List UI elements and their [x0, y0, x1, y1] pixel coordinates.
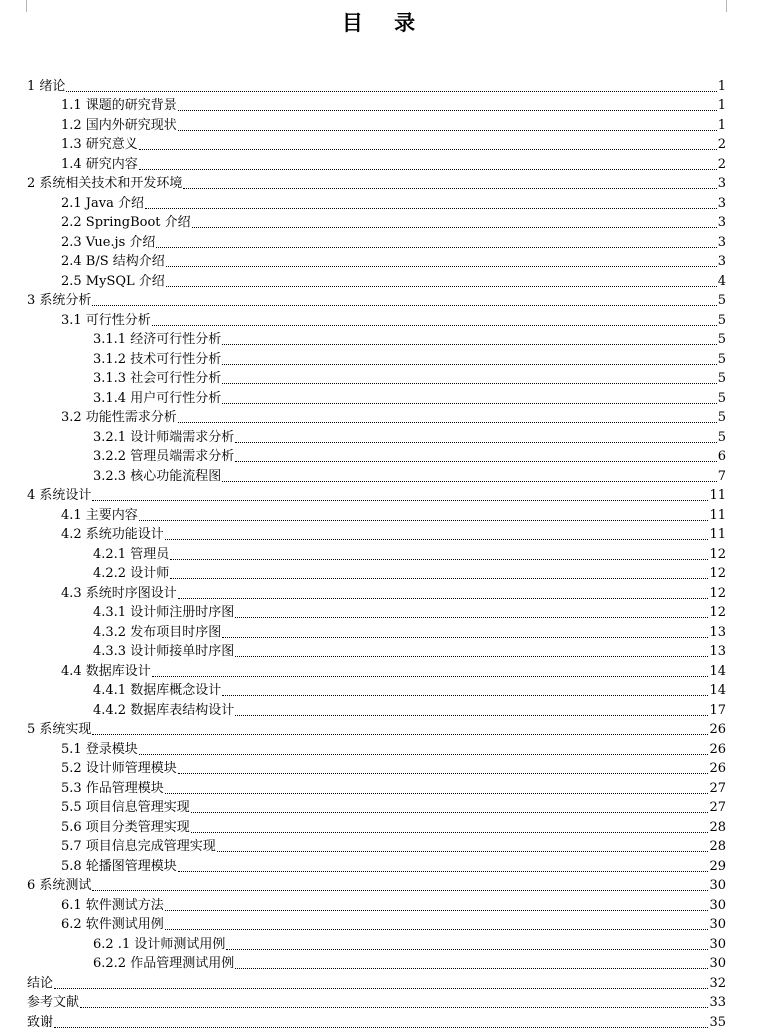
toc-entry[interactable] [0, 641, 757, 661]
toc-entry-page: 11 [709, 527, 726, 542]
dot-leader [222, 695, 708, 696]
dot-leader [183, 188, 716, 189]
toc-entry-label: 5 系统实现 [27, 722, 92, 737]
toc-entry[interactable] [0, 95, 757, 115]
dot-leader [92, 890, 708, 891]
toc-entry-label: 4.3.2 发布项目时序图 [93, 624, 222, 640]
toc-entry[interactable] [0, 75, 757, 95]
toc-entry[interactable] [0, 699, 757, 719]
toc-entry[interactable] [0, 231, 757, 251]
toc-entry-label: 4.3 系统时序图设计 [61, 585, 177, 601]
toc-entry-label: 致谢 [27, 1014, 54, 1030]
toc-entry-label: 4.2.2 设计师 [93, 566, 170, 581]
toc-entry[interactable] [0, 524, 757, 544]
dot-leader [165, 910, 709, 911]
dot-leader [178, 422, 717, 423]
dot-leader [54, 1027, 708, 1028]
dot-leader [222, 481, 717, 482]
toc-entry-label: 6.2.2 作品管理测试用例 [93, 956, 235, 971]
toc-entry[interactable] [0, 348, 757, 368]
toc-entry-page: 5 [717, 429, 726, 445]
toc-entry-page: 30 [709, 956, 726, 971]
toc-entry-page: 33 [709, 995, 726, 1010]
toc-entry-page: 5 [717, 332, 726, 347]
dot-leader [192, 227, 717, 228]
toc-title: 目 录 [341, 11, 428, 35]
toc-entry[interactable] [0, 933, 757, 953]
toc-entry-label: 2 系统相关技术和开发环境 [27, 176, 183, 191]
toc-entry-page: 1 [717, 98, 726, 113]
dot-leader [139, 520, 709, 521]
toc-entry-page: 4 [717, 273, 726, 289]
toc-entry-label: 3.2.3 核心功能流程图 [93, 468, 222, 484]
toc-entry-page: 30 [709, 878, 726, 893]
toc-entry[interactable] [0, 914, 757, 934]
toc-entry-label: 3.2.2 管理员端需求分析 [93, 449, 235, 464]
toc-entry-page: 13 [709, 644, 726, 659]
toc-entry[interactable] [0, 563, 757, 583]
dot-leader [92, 734, 708, 735]
dot-leader [165, 539, 709, 540]
toc-entry-page: 14 [709, 663, 726, 679]
toc-entry-page: 28 [709, 819, 726, 835]
dot-leader [222, 364, 717, 365]
toc-entry-label: 参考文献 [27, 995, 80, 1010]
toc-entry[interactable] [0, 680, 757, 700]
toc-entry-page: 5 [717, 371, 726, 386]
dot-leader [217, 851, 709, 852]
toc-entry-label: 4 系统设计 [27, 488, 92, 503]
dot-leader [92, 500, 708, 501]
dot-leader [222, 637, 708, 638]
toc-entry-page: 26 [709, 741, 726, 757]
dot-leader [222, 403, 717, 404]
toc-entry[interactable] [0, 992, 757, 1012]
dot-leader [178, 773, 709, 774]
toc-entry-label: 1.4 研究内容 [61, 156, 138, 172]
toc-entry[interactable] [0, 329, 757, 349]
toc-entry[interactable] [0, 251, 757, 271]
toc-entry-page: 5 [717, 312, 726, 328]
dot-leader [80, 1007, 708, 1008]
toc-entry-label: 6.2 .1 设计师测试用例 [93, 936, 226, 952]
toc-entry-page: 12 [709, 566, 726, 581]
toc-entry-page: 12 [709, 546, 726, 562]
toc-entry-label: 1.1 课题的研究背景 [61, 98, 177, 113]
toc-entry-page: 5 [717, 293, 726, 308]
toc-entry-page: 32 [709, 975, 726, 991]
dot-leader [166, 286, 717, 287]
dot-leader [178, 110, 717, 111]
toc-entry-page: 5 [717, 351, 726, 367]
toc-entry-label: 2.2 SpringBoot 介绍 [61, 215, 191, 230]
toc-entry-page: 3 [717, 234, 726, 250]
toc-entry[interactable] [0, 173, 757, 193]
toc-entry-page: 6 [717, 449, 726, 464]
dot-leader [139, 754, 709, 755]
toc-entry[interactable] [0, 602, 757, 622]
toc-entry[interactable] [0, 621, 757, 641]
toc-entry-label: 1.3 研究意义 [61, 137, 138, 152]
toc-entry-label: 4.3.3 设计师接单时序图 [93, 644, 235, 659]
toc-entry-page: 29 [709, 858, 726, 874]
toc-entry-label: 3.1.2 技术可行性分析 [93, 351, 222, 367]
toc-entry-page: 26 [709, 761, 726, 776]
dot-leader [170, 578, 708, 579]
toc-entry-page: 5 [717, 390, 726, 406]
toc-entry-page: 3 [717, 176, 726, 191]
toc-entry-label: 3.2.1 设计师端需求分析 [93, 429, 235, 445]
toc-entry-label: 3.1.3 社会可行性分析 [93, 371, 222, 386]
toc-entry-label: 4.2.1 管理员 [93, 546, 170, 562]
dot-leader [226, 949, 708, 950]
toc-entry-label: 4.3.1 设计师注册时序图 [93, 605, 235, 620]
toc-entry-page: 28 [709, 839, 726, 854]
dot-leader [235, 461, 717, 462]
toc-entry-page: 26 [709, 722, 726, 737]
dot-leader [235, 715, 708, 716]
toc-entry-page: 2 [717, 156, 726, 172]
toc-entry[interactable] [0, 212, 757, 232]
toc-entry[interactable] [0, 134, 757, 154]
toc-entry-label: 4.4.2 数据库表结构设计 [93, 702, 235, 718]
toc-entry[interactable] [0, 543, 757, 563]
toc-entry-page: 11 [709, 507, 726, 523]
toc-entry-label: 5.3 作品管理模块 [61, 780, 164, 796]
toc-entry-label: 4.4 数据库设计 [61, 663, 151, 679]
toc-entry-label: 5.8 轮播图管理模块 [61, 858, 177, 874]
toc-entry[interactable] [0, 114, 757, 134]
toc-entry[interactable] [0, 387, 757, 407]
toc-entry-page: 12 [709, 605, 726, 620]
toc-entry-label: 5.6 项目分类管理实现 [61, 819, 190, 835]
toc-entry-page: 30 [709, 897, 726, 913]
toc-entry[interactable] [0, 797, 757, 817]
toc-entry[interactable] [0, 192, 757, 212]
toc-entry-label: 3.1.4 用户可行性分析 [93, 390, 222, 406]
toc-entry-label: 2.4 B/S 结构介绍 [61, 254, 165, 269]
toc-entry-label: 2.5 MySQL 介绍 [61, 273, 165, 289]
toc-entry-label: 6.1 软件测试方法 [61, 897, 164, 913]
toc-entry-page: 2 [717, 137, 726, 152]
toc-entry[interactable] [0, 368, 757, 388]
dot-leader [222, 344, 717, 345]
toc-entry-label: 1.2 国内外研究现状 [61, 117, 177, 133]
toc-entry-label: 2.1 Java 介绍 [61, 195, 144, 211]
dot-leader [235, 656, 708, 657]
dot-leader [156, 247, 716, 248]
toc-entry-page: 17 [709, 702, 726, 718]
toc-entry-page: 35 [709, 1014, 726, 1030]
dot-leader [178, 598, 709, 599]
toc-entry[interactable] [0, 660, 757, 680]
toc-entry[interactable] [0, 446, 757, 466]
toc-entry[interactable] [0, 836, 757, 856]
toc-entry-label: 4.1 主要内容 [61, 507, 138, 523]
dot-leader [170, 559, 708, 560]
toc-entry-label: 5.7 项目信息完成管理实现 [61, 839, 216, 854]
toc-entry-label: 1 绪论 [27, 78, 66, 94]
toc-entry-label: 5.1 登录模块 [61, 741, 138, 757]
toc-entry[interactable] [0, 485, 757, 505]
toc-entry-page: 13 [709, 624, 726, 640]
toc-entry-page: 5 [717, 410, 726, 425]
toc-entry-page: 14 [709, 683, 726, 698]
toc-entry-label: 6.2 软件测试用例 [61, 917, 164, 932]
toc-entry[interactable] [0, 407, 757, 427]
toc-entry[interactable] [0, 1011, 757, 1031]
dot-leader [222, 383, 717, 384]
dot-leader [165, 793, 709, 794]
toc-entry-page: 30 [709, 936, 726, 952]
toc-entry-page: 3 [717, 254, 726, 269]
toc-entry[interactable] [0, 972, 757, 992]
toc-entry-label: 结论 [27, 975, 54, 991]
dot-leader [139, 169, 717, 170]
toc-entry-page: 12 [709, 585, 726, 601]
toc-entry-label: 5.2 设计师管理模块 [61, 761, 177, 776]
toc-entry[interactable] [0, 153, 757, 173]
toc-entry[interactable] [0, 270, 757, 290]
toc-entry-page: 1 [717, 78, 726, 94]
toc-entry[interactable] [0, 719, 757, 739]
dot-leader [92, 305, 716, 306]
toc-entry[interactable] [0, 309, 757, 329]
toc-entry-page: 27 [709, 800, 726, 815]
toc-entry[interactable] [0, 290, 757, 310]
toc-entry[interactable] [0, 894, 757, 914]
dot-leader [191, 832, 709, 833]
dot-leader [178, 130, 717, 131]
toc-entry[interactable] [0, 504, 757, 524]
toc-entry-label: 6 系统测试 [27, 878, 92, 893]
toc-entry-label: 5.5 项目信息管理实现 [61, 800, 190, 815]
toc-entry-label: 4.4.1 数据库概念设计 [93, 683, 222, 698]
dot-leader [191, 812, 709, 813]
dot-leader [166, 266, 717, 267]
toc-entry-label: 2.3 Vue.js 介绍 [61, 234, 156, 250]
toc-entry-page: 3 [717, 195, 726, 211]
dot-leader [152, 676, 709, 677]
dot-leader [165, 929, 709, 930]
toc-entry[interactable] [0, 953, 757, 973]
dot-leader [178, 871, 709, 872]
toc-entry[interactable] [0, 816, 757, 836]
dot-leader [235, 968, 708, 969]
dot-leader [139, 149, 717, 150]
dot-leader [235, 617, 708, 618]
toc-entry[interactable] [0, 777, 757, 797]
toc-entry-page: 30 [709, 917, 726, 932]
dot-leader [54, 988, 708, 989]
toc-entry[interactable] [0, 855, 757, 875]
dot-leader [66, 91, 716, 92]
toc-list [0, 75, 757, 1031]
toc-entry-label: 3.1 可行性分析 [61, 312, 151, 328]
toc-entry[interactable] [0, 582, 757, 602]
dot-leader [152, 325, 717, 326]
toc-entry-label: 3.2 功能性需求分析 [61, 410, 177, 425]
dot-leader [145, 208, 717, 209]
toc-entry-page: 7 [717, 468, 726, 484]
dot-leader [235, 442, 717, 443]
toc-entry[interactable] [0, 465, 757, 485]
toc-entry-page: 3 [717, 215, 726, 230]
toc-entry[interactable] [0, 875, 757, 895]
toc-entry-page: 1 [717, 117, 726, 133]
toc-entry[interactable] [0, 738, 757, 758]
toc-entry-page: 11 [709, 488, 726, 503]
toc-entry[interactable] [0, 758, 757, 778]
toc-entry-page: 27 [709, 780, 726, 796]
toc-entry-label: 3.1.1 经济可行性分析 [93, 332, 222, 347]
toc-entry-label: 3 系统分析 [27, 293, 92, 308]
toc-entry-label: 4.2 系统功能设计 [61, 527, 164, 542]
toc-entry[interactable] [0, 426, 757, 446]
